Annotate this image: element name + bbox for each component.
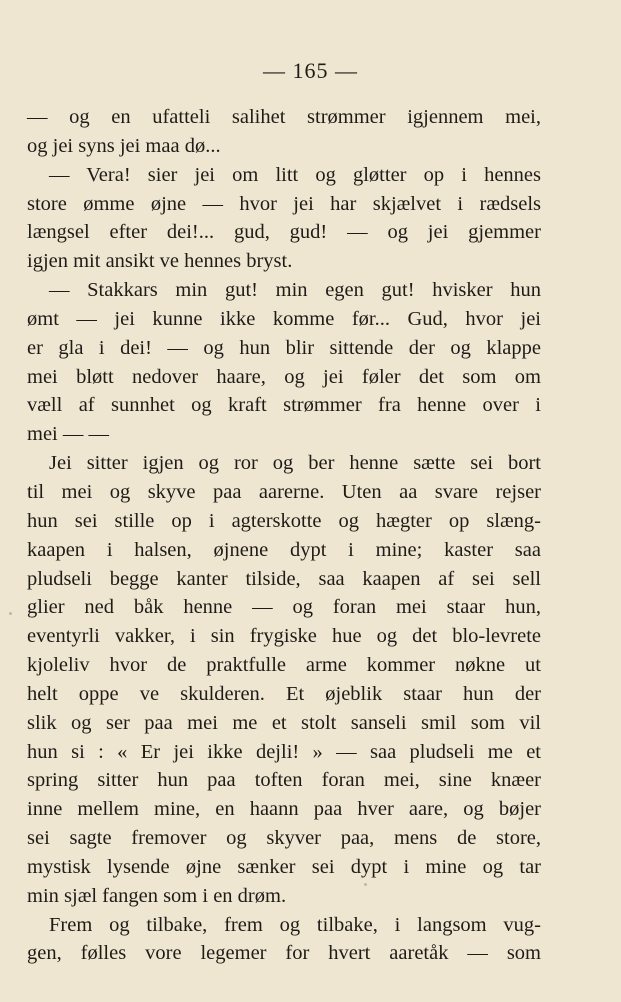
text-line: slik og ser paa mei me et stolt sanseli smil som vil <box>27 711 541 734</box>
text-line: kjoleliv hvor de praktfulle arme kommer nøkne ut <box>27 654 541 677</box>
text-line: glier ned båk henne — og foran mei staar hun, <box>27 596 541 619</box>
text-line: min sjæl fangen som i en drøm. <box>27 884 287 907</box>
paper-speck <box>9 612 12 615</box>
text-line: pludseli begge kanter tilside, saa kaapen af sei sell <box>27 567 541 590</box>
text-line: mystisk lysende øjne sænker sei dypt i mine og tar <box>27 855 541 878</box>
text-line: hun sei stille op i agterskotte og hægter op slæng- <box>27 509 541 532</box>
text-line: eventyrli vakker, i sin frygiske hue og det blo-levrete <box>27 625 541 648</box>
text-line: Frem og tilbake, frem og tilbake, i langsom vug- <box>49 913 541 936</box>
text-line: helt oppe ve skulderen. Et øjeblik staar hun der <box>27 682 541 705</box>
text-line: er gla i dei! — og hun blir sittende der og klappe <box>27 336 541 359</box>
text-line: væll af sunnhet og kraft strømmer fra henne over i <box>27 394 541 417</box>
text-line: — Vera! sier jei om litt og gløtter op i hennes <box>49 163 541 186</box>
text-line: og jei syns jei maa dø... <box>27 134 221 157</box>
text-line: — Stakkars min gut! min egen gut! hvisker hun <box>49 279 541 302</box>
text-line: store ømme øjne — hvor jei har skjælvet i rædsels <box>27 192 541 215</box>
text-line: Jei sitter igjen og ror og ber henne sætte sei bort <box>49 452 541 475</box>
text-line: til mei og skyve paa aarerne. Uten aa svare rejser <box>27 480 541 503</box>
text-line: inne mellem mine, en haann paa hver aare, og bøjer <box>27 798 541 821</box>
paper-speck <box>364 883 367 886</box>
text-line: ømt — jei kunne ikke komme før... Gud, hvor jei <box>27 307 541 330</box>
text-line: mei — — <box>27 423 109 446</box>
page-number: — 165 — <box>263 58 358 83</box>
body-text <box>27 103 541 968</box>
text-line: — og en ufatteli salihet strømmer igjennem mei, <box>27 106 541 128</box>
text-line: kaapen i halsen, øjnene dypt i mine; kaster saa <box>27 538 541 561</box>
text-line: spring sitter hun paa toften foran mei, sine knæer <box>27 769 541 792</box>
text-line: igjen mit ansikt ve hennes bryst. <box>27 250 293 273</box>
text-line: hun si : « Er jei ikke dejli! » — saa pludseli me et <box>27 740 541 763</box>
text-line: længsel efter dei!... gud, gud! — og jei gjemmer <box>27 221 541 244</box>
text-line: gen, følles vore legemer for hvert aaretåk — som <box>27 942 541 965</box>
text-line: mei bløtt nedover haare, og jei føler det som om <box>27 365 541 388</box>
text-line: sei sagte fremover og skyver paa, mens de store, <box>27 827 541 850</box>
